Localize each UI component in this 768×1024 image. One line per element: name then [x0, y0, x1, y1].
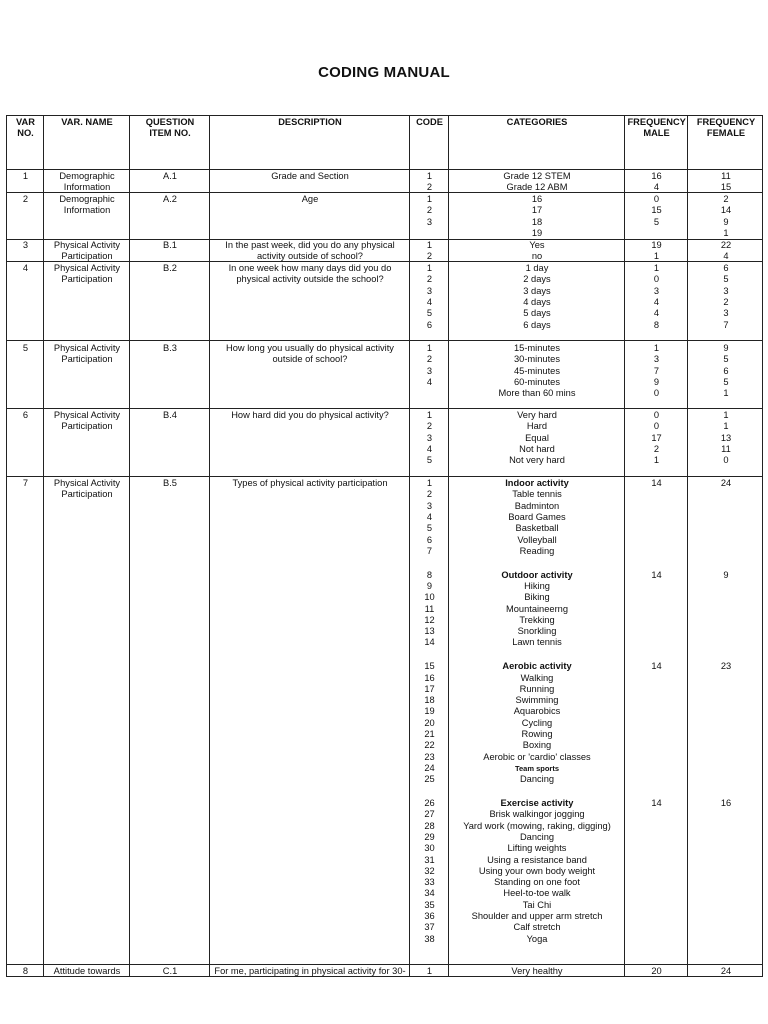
code-cell: 24 [424, 762, 435, 773]
code-cell: 16 [424, 672, 435, 683]
question-item-cell: B.1 [163, 240, 177, 250]
code-cell: 22 [424, 740, 435, 751]
category-cell: Very healthy [511, 966, 563, 976]
freq-male-cell: 0 [653, 410, 660, 420]
category-cell: Dancing [519, 831, 555, 842]
var-name-cell: Physical Activity Participation [53, 240, 121, 262]
code-cell: 1 [426, 240, 433, 250]
header-question-item: QUESTION ITEM NO. [145, 117, 195, 138]
var-no-cell: 6 [22, 410, 29, 420]
category-cell: Yoga [526, 933, 548, 944]
freq-female-cell: 5 [723, 354, 729, 365]
header-code: CODE [416, 117, 443, 127]
category-cell: Walking [520, 672, 554, 683]
category-heading: Exercise activity [500, 798, 574, 808]
code-cell: 6 [426, 534, 433, 545]
category-cell: Grade 12 STEM [503, 171, 571, 181]
code-cell: 1 [426, 171, 433, 181]
category-cell: 15-minutes [514, 343, 560, 353]
category-cell: 4 days [523, 296, 551, 307]
header-freq-female: FREQUENCY FEMALE [696, 117, 756, 138]
code-cell: 25 [424, 774, 435, 785]
code-cell: 4 [426, 511, 433, 522]
freq-female-cell: 3 [723, 308, 729, 319]
code-cell: 2 [426, 489, 433, 500]
var-name-cell: Demographic Information [59, 194, 115, 216]
code-cell: 10 [424, 592, 435, 603]
category-heading: Outdoor activity [501, 569, 573, 580]
freq-female-cell: 11 [721, 171, 731, 181]
code-cell: 6 [426, 319, 433, 330]
freq-female-cell: 1 [723, 410, 729, 420]
code-cell: 15 [424, 661, 435, 672]
description-cell: How long you usually do physical activity outside of school? [226, 343, 394, 365]
header-description: DESCRIPTION [278, 117, 342, 127]
code-cell: 20 [424, 717, 435, 728]
code-cell: 28 [424, 820, 435, 831]
code-cell: 1 [426, 478, 433, 488]
code-cell: 17 [424, 683, 435, 694]
freq-male-cell: 14 [651, 798, 662, 808]
freq-female-cell: 2 [723, 194, 729, 204]
var-name-cell: Physical Activity Participation [53, 478, 121, 500]
category-cell: Swimming [515, 695, 559, 706]
category-cell: Grade 12 ABM [506, 182, 568, 193]
freq-male-cell: 19 [651, 240, 662, 250]
category-cell: 18 [531, 216, 543, 227]
category-cell: Using a resistance band [487, 854, 587, 865]
var-no-cell: 8 [22, 966, 29, 976]
freq-female-cell: 2 [723, 296, 729, 307]
freq-female-cell: 13 [720, 432, 732, 443]
category-cell: Biking [524, 592, 550, 603]
freq-male-cell: 1 [653, 263, 660, 273]
coding-table [6, 115, 763, 977]
code-cell: 5 [426, 523, 433, 534]
code-cell: 4 [426, 443, 433, 454]
code-cell: 36 [424, 911, 435, 921]
freq-male-cell: 0 [653, 388, 660, 399]
freq-female-cell: 22 [720, 240, 732, 250]
category-cell: Aerobic or 'cardio' classes [483, 751, 591, 762]
category-cell: Running [519, 683, 555, 694]
code-cell: 19 [424, 706, 435, 717]
freq-female-cell: 16 [720, 798, 732, 808]
category-cell: 1 day [525, 263, 549, 273]
var-no-cell: 2 [22, 194, 29, 204]
code-cell: 2 [426, 182, 433, 193]
header-var-name: VAR. NAME [61, 117, 113, 127]
category-cell: Trekking [519, 614, 555, 625]
code-cell: 13 [424, 626, 435, 637]
freq-female-cell: 9 [723, 216, 729, 227]
category-cell: 5 days [523, 308, 551, 319]
code-cell: 31 [424, 854, 435, 865]
category-cell: Snorkling [517, 626, 557, 637]
freq-male-cell: 14 [651, 569, 662, 580]
freq-male-cell: 14 [651, 478, 662, 488]
code-cell: 1 [426, 966, 433, 976]
code-cell: 1 [426, 343, 433, 353]
category-cell: no [531, 251, 543, 262]
category-cell: More than 60 mins [498, 388, 576, 399]
freq-male-cell: 20 [651, 966, 662, 976]
freq-male-cell: 15 [651, 205, 662, 216]
freq-male-cell: 16 [651, 171, 662, 181]
code-cell: 32 [424, 865, 435, 876]
code-cell: 7 [426, 545, 433, 556]
category-cell: Cycling [521, 717, 553, 728]
category-cell: Calf stretch [513, 922, 561, 933]
category-cell: 45-minutes [514, 365, 560, 376]
code-cell: 33 [424, 877, 435, 888]
description-cell: Types of physical activity participation [232, 478, 388, 488]
category-cell: Hiking [524, 580, 550, 591]
category-cell: 6 days [523, 319, 551, 330]
category-cell: Hard [526, 421, 548, 432]
code-cell: 1 [426, 263, 433, 273]
code-cell: 3 [426, 285, 433, 296]
freq-male-cell: 4 [653, 296, 660, 307]
var-name-cell: Physical Activity Participation [53, 410, 121, 432]
freq-male-cell: 4 [653, 182, 660, 193]
code-cell: 35 [424, 899, 435, 910]
var-no-cell: 3 [22, 240, 29, 250]
freq-male-cell: 1 [653, 343, 660, 353]
row-divider [7, 476, 762, 477]
code-cell: 18 [424, 695, 435, 706]
category-cell: 3 days [523, 285, 551, 296]
category-cell: 17 [531, 205, 543, 216]
category-cell: 30-minutes [514, 354, 560, 365]
freq-female-cell: 1 [723, 421, 729, 432]
header-var-no: VAR NO. [16, 117, 35, 138]
freq-female-cell: 1 [723, 388, 729, 399]
freq-male-cell: 0 [653, 274, 660, 285]
freq-female-cell: 11 [721, 443, 731, 454]
category-cell: Basketball [515, 523, 559, 534]
code-cell: 37 [424, 922, 435, 933]
category-cell: Tai Chi [522, 899, 552, 910]
freq-male-cell: 9 [653, 376, 660, 387]
freq-male-cell: 1 [653, 251, 660, 262]
code-cell: 38 [424, 933, 435, 944]
category-cell: Mountaineerng [505, 603, 569, 614]
freq-male-cell: 0 [653, 421, 660, 432]
freq-female-cell: 14 [720, 205, 732, 216]
freq-male-cell: 14 [651, 661, 662, 672]
row-divider [7, 964, 762, 965]
category-heading: Aerobic activity [502, 661, 572, 672]
freq-female-cell: 5 [723, 376, 729, 387]
category-cell: Boxing [522, 740, 552, 751]
code-cell: 3 [426, 432, 433, 443]
category-cell: Team sports [514, 763, 560, 773]
category-cell: Brisk walkingor jogging [489, 809, 585, 820]
description-cell: In one week how many days did you do physical activity outside the school? [228, 263, 392, 285]
var-name-cell: Attitude towards [53, 966, 121, 976]
var-no-cell: 1 [22, 171, 29, 181]
category-cell: 60-minutes [514, 376, 560, 387]
freq-male-cell: 17 [651, 432, 662, 443]
freq-female-cell: 9 [723, 569, 729, 580]
freq-female-cell: 1 [723, 227, 729, 238]
category-cell: 19 [531, 227, 543, 238]
code-cell: 1 [426, 410, 433, 420]
code-cell: 12 [424, 614, 435, 625]
code-cell: 3 [426, 500, 433, 511]
code-cell: 2 [426, 274, 433, 285]
code-cell: 26 [424, 798, 435, 808]
category-heading: Indoor activity [505, 478, 569, 488]
code-cell: 3 [426, 216, 433, 227]
code-cell: 2 [426, 421, 433, 432]
category-cell: Not hard [519, 443, 555, 454]
code-cell: 11 [424, 603, 435, 614]
freq-male-cell: 0 [653, 194, 660, 204]
category-cell: Using your own body weight [478, 865, 596, 876]
freq-female-cell: 23 [720, 661, 732, 672]
question-item-cell: A.1 [163, 171, 177, 181]
code-cell: 9 [426, 580, 433, 591]
category-cell: Badminton [514, 500, 560, 511]
freq-male-cell: 1 [653, 455, 660, 466]
code-cell: 27 [424, 809, 435, 820]
question-item-cell: B.2 [163, 263, 177, 273]
category-cell: Table tennis [512, 489, 562, 500]
var-name-cell: Physical Activity Participation [53, 343, 121, 365]
code-cell: 3 [426, 365, 433, 376]
row-divider [7, 408, 762, 409]
freq-female-cell: 6 [723, 365, 729, 376]
question-item-cell: B.4 [163, 410, 177, 420]
code-cell: 4 [426, 296, 433, 307]
freq-female-cell: 3 [723, 285, 729, 296]
freq-male-cell: 3 [653, 285, 660, 296]
code-cell: 5 [426, 308, 433, 319]
var-name-cell: Physical Activity Participation [53, 263, 121, 285]
header-freq-male: FREQUENCY MALE [627, 117, 686, 138]
code-cell: 23 [424, 751, 435, 762]
freq-male-cell: 2 [653, 443, 660, 454]
category-cell: Yes [529, 240, 545, 250]
code-cell: 1 [426, 194, 433, 204]
question-item-cell: B.5 [163, 478, 177, 488]
code-cell: 5 [426, 455, 433, 466]
description-cell: For me, participating in physical activity for 30- [214, 966, 406, 976]
code-cell: 4 [426, 376, 433, 387]
page-title: CODING MANUAL [318, 64, 450, 81]
freq-female-cell: 9 [723, 343, 729, 353]
category-cell: Equal [525, 432, 549, 443]
code-cell: 2 [426, 354, 433, 365]
freq-female-cell: 6 [723, 263, 729, 273]
category-cell: Very hard [517, 410, 557, 420]
category-cell: Dancing [519, 774, 555, 785]
freq-male-cell: 7 [653, 365, 660, 376]
description-cell: How hard did you do physical activity? [231, 410, 389, 420]
code-cell: 21 [424, 729, 435, 739]
category-cell: Yard work (mowing, raking, digging) [463, 820, 611, 831]
freq-female-cell: 24 [720, 478, 732, 488]
code-cell: 2 [426, 205, 433, 216]
category-cell: Not very hard [509, 455, 565, 466]
category-cell: 2 days [523, 274, 551, 285]
category-cell: Standing on one foot [494, 877, 580, 888]
var-no-cell: 4 [22, 263, 29, 273]
code-cell: 29 [424, 831, 435, 842]
category-cell: Rowing [521, 729, 553, 739]
var-name-cell: Demographic Information [59, 171, 115, 193]
category-cell: Shoulder and upper arm stretch [471, 911, 603, 921]
category-cell: Volleyball [517, 534, 557, 545]
question-item-cell: C.1 [162, 966, 178, 976]
description-cell: In the past week, did you do any physical activity outside of school? [225, 240, 395, 262]
category-cell: Board Games [508, 511, 566, 522]
category-cell: Heel-to-toe walk [503, 888, 571, 899]
category-cell: Aquarobics [513, 706, 561, 717]
description-cell: Age [301, 194, 319, 204]
freq-female-cell: 7 [723, 319, 729, 330]
code-cell: 30 [424, 843, 435, 854]
category-cell: Lawn tennis [512, 637, 562, 648]
row-divider [7, 340, 762, 341]
freq-female-cell: 5 [723, 274, 729, 285]
freq-female-cell: 15 [720, 182, 732, 193]
description-cell: Grade and Section [271, 171, 349, 181]
freq-female-cell: 4 [723, 251, 729, 262]
code-cell: 14 [424, 637, 435, 648]
freq-male-cell: 5 [653, 216, 660, 227]
row-divider [7, 169, 762, 170]
category-cell: Lifting weights [507, 843, 567, 854]
code-cell: 8 [426, 569, 433, 580]
header-categories: CATEGORIES [506, 117, 568, 127]
code-cell: 2 [426, 251, 433, 262]
freq-female-cell: 0 [723, 455, 729, 466]
question-item-cell: A.2 [163, 194, 177, 204]
var-no-cell: 5 [22, 343, 29, 353]
freq-male-cell: 3 [653, 354, 660, 365]
freq-male-cell: 4 [653, 308, 660, 319]
category-cell: Reading [519, 545, 555, 556]
freq-male-cell: 8 [653, 319, 660, 330]
var-no-cell: 7 [22, 478, 29, 488]
code-cell: 34 [424, 888, 435, 899]
question-item-cell: B.3 [163, 343, 177, 353]
freq-female-cell: 24 [720, 966, 732, 976]
category-cell: 16 [531, 194, 543, 204]
